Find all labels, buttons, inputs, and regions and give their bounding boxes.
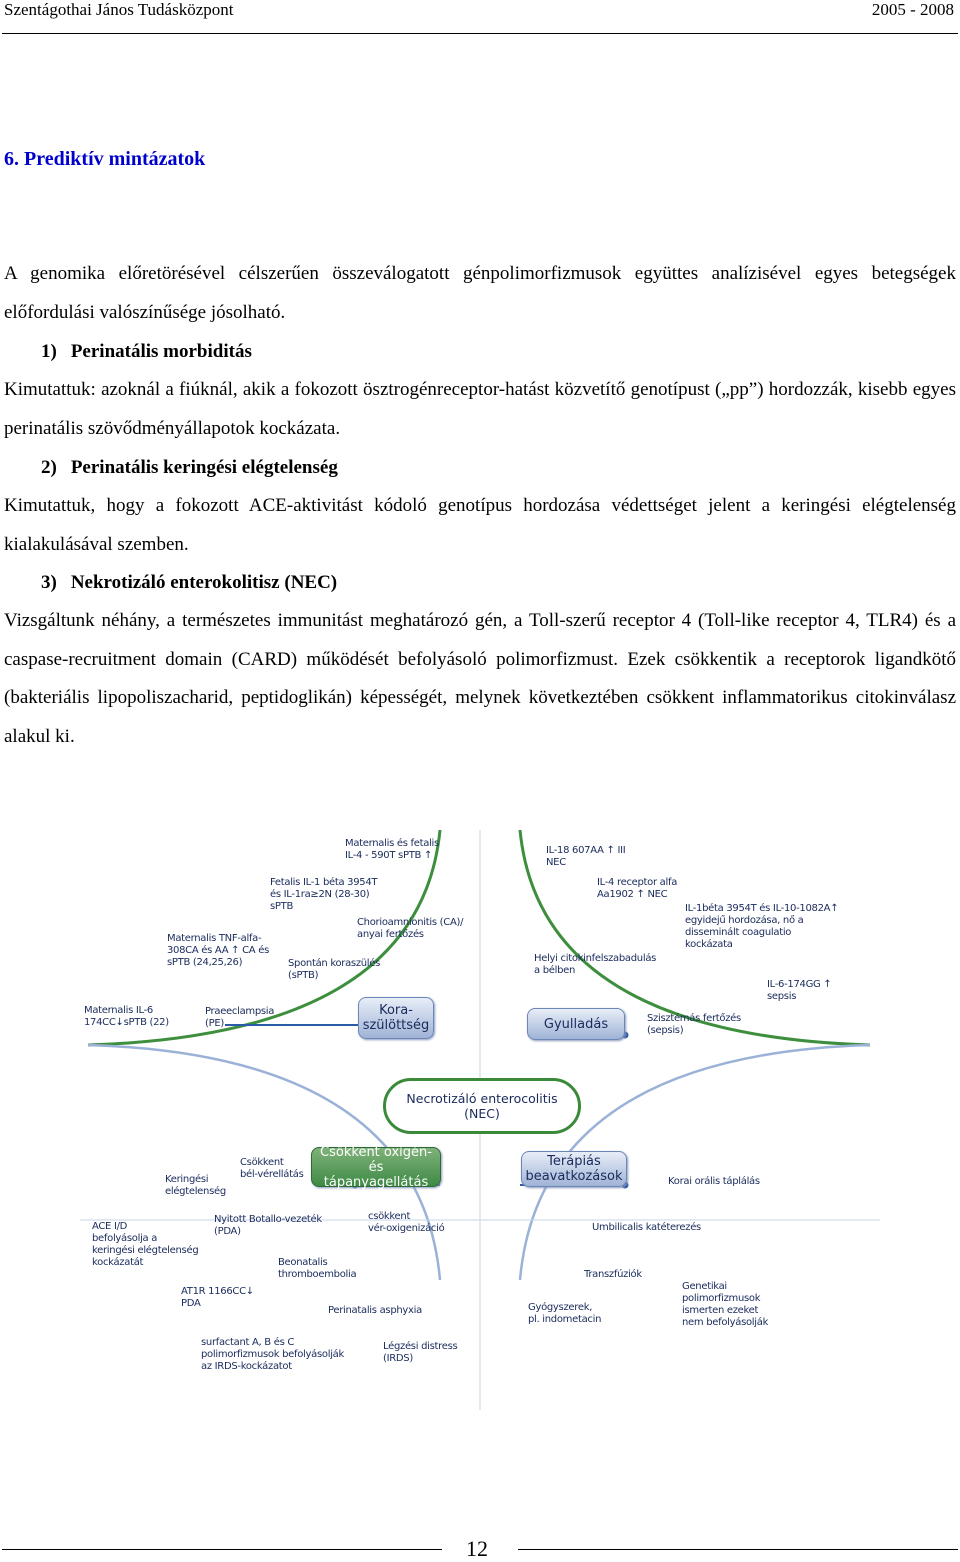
- label-praeeclampsia: Praeeclampsia (PE): [205, 1006, 275, 1029]
- label-chorioamnionitis: Chorioamnionitis (CA)/ anyai fertőzés: [357, 917, 464, 940]
- subheading-title: Perinatális morbiditás: [70, 341, 252, 362]
- label-fetalis-il1: Fetalis IL-1 béta 3954T és IL-1ra≥2N (28-30) sPTB: [270, 877, 378, 912]
- paragraph-1: Kimutattuk: azoknál a fiúknál, akik a fokozott ösztrogénreceptor-hatást közvetítő genotípust („pp”) hordozzák, kisebb egyes perinatális szövődményállapotok kockázata.: [4, 379, 956, 439]
- subheading-1: [41, 341, 252, 363]
- footer-rule-left: [2, 1549, 442, 1550]
- label-il6-174gg: IL-6-174GG ↑ sepsis: [767, 979, 832, 1002]
- footer-rule-right: [518, 1549, 958, 1550]
- label-gyogyszerek: Gyógyszerek, pl. indometacin: [528, 1302, 602, 1325]
- pill-terapias: Terápiás beavatkozások: [521, 1151, 627, 1187]
- subheading-number: 3): [41, 572, 57, 593]
- label-umbilicalis: Umbilicalis katéterezés: [592, 1222, 701, 1233]
- label-at1r: AT1R 1166CC↓ PDA: [181, 1286, 254, 1309]
- label-korai-oralis: Korai orális táplálás: [668, 1176, 760, 1187]
- pill-gyulladas: Gyulladás: [527, 1008, 625, 1040]
- subheading-2: [41, 457, 338, 479]
- label-transzfuziok: Transzfúziók: [584, 1269, 642, 1280]
- subheading-title: Nekrotizáló enterokolitisz (NEC): [70, 572, 338, 593]
- header-right: 2005 - 2008: [871, 0, 954, 19]
- subheading-3: [41, 572, 337, 594]
- subheading-title: Perinatális keringési elégtelenség: [70, 457, 338, 478]
- subheading-number: 2): [41, 457, 57, 478]
- label-csokkent-bel: Csökkent bél-vérellátás: [240, 1157, 304, 1180]
- pill-koraszulottseg: Kora- szülöttség: [358, 997, 434, 1039]
- center-nec: Necrotizáló enterocolitis (NEC): [383, 1078, 581, 1134]
- header-rule: [2, 33, 958, 34]
- header-left: Szentágothai János Tudásközpont: [4, 0, 234, 19]
- label-genetikai: Genetikai polimorfizmusok ismerten ezeket nem befolyásolják: [682, 1281, 769, 1328]
- label-asphyxia: Perinatalis asphyxia: [328, 1305, 422, 1316]
- label-il1beta: IL-1béta 3954T és IL-10-1082A↑ egyidejű hordozása, nő a disseminált coagulatio kockázata: [685, 903, 839, 950]
- section-title: 6. Prediktív mintázatok: [4, 148, 206, 170]
- label-spontan-koraszules: Spontán koraszülés (sPTB): [288, 958, 381, 981]
- paragraph-2: Kimutattuk, hogy a fokozott ACE-aktivitást kódoló genotípus hordozása védettséget jelent a keringési elégtelenség kialakulásával szemben.: [4, 495, 956, 555]
- pill-oxigen: Csökkent oxigén- és tápanyagellátás: [311, 1147, 441, 1187]
- paragraph-3: Vizsgáltunk néhány, a természetes immunitást meghatározó gén, a Toll-szerű receptor 4 (Toll-like receptor 4, TLR4) és a caspase-recruitment domain (CARD) működését befolyásoló polimorfizmust. Ezek csökkentik a receptorok ligandkötő (bakteriális lipopoliszacharid, peptidoglikán) képességét, melynek következtében csökkent inflammatorikus citokinválasz alakul ki.: [4, 610, 956, 747]
- label-helyi-citokin: Helyi citokinfelszabadulás a bélben: [534, 953, 657, 976]
- label-il4-receptor: IL-4 receptor alfa Aa1902 ↑ NEC: [597, 877, 678, 900]
- page-number: 12: [466, 1536, 488, 1561]
- subheading-number: 1): [41, 341, 57, 362]
- label-csokkent-ver: csökkent vér-oxigenizáció: [368, 1211, 445, 1234]
- label-legzesi-distress: Légzési distress (IRDS): [383, 1341, 458, 1364]
- label-beonatalis: Beonatalis thromboembolia: [278, 1257, 357, 1280]
- label-surfactant: surfactant A, B és C polimorfizmusok befolyásolják az IRDS-kockázatot: [201, 1337, 344, 1372]
- label-keringesi: Keringési elégtelenség: [165, 1174, 226, 1197]
- label-maternalis-fetalis: Maternalis és fetalis IL-4 - 590T sPTB ↑: [345, 838, 439, 861]
- label-nyitott-botallo: Nyitott Botallo-vezeték (PDA): [214, 1214, 322, 1237]
- label-szisztemas-fertozes: Szisztémás fertőzés (sepsis): [647, 1013, 741, 1036]
- label-maternalis-tnf: Maternalis TNF-alfa- 308CA és AA ↑ CA és sPTB (24,25,26): [167, 933, 269, 968]
- label-ace: ACE I/D befolyásolja a keringési elégtelenség kockázatát: [92, 1221, 199, 1268]
- intro-paragraph: A genomika előretörésével célszerűen összeválogatott génpolimorfizmusok együttes analízisével egyes betegségek előfordulási valószínűsége jósolható.: [4, 263, 956, 323]
- label-il18: IL-18 607AA ↑ III NEC: [546, 845, 626, 868]
- nec-diagram: [0, 820, 960, 1420]
- label-maternalis-il6: Maternalis IL-6 174CC↓sPTB (22): [84, 1005, 169, 1028]
